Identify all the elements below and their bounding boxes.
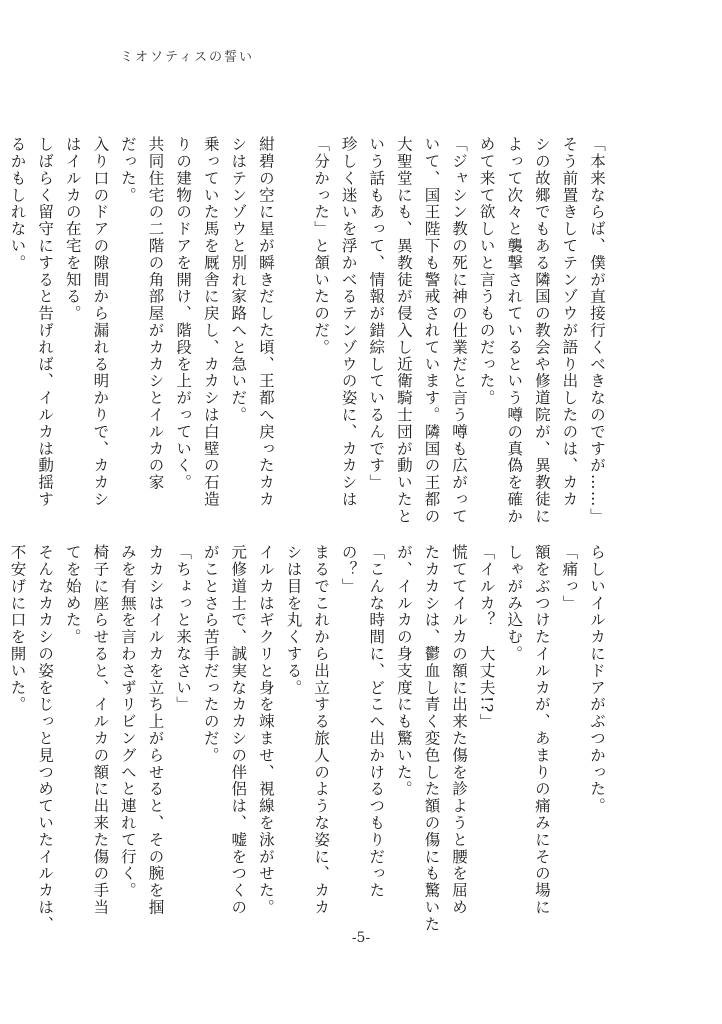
text-line: 共同住宅の二階の角部屋がカカシとイルカの家 (146, 136, 165, 491)
text-line: らしいイルカにドアがぶつかった。 (588, 544, 606, 815)
text-line: いて、国王陛下も警戒されています。隣国の王都の (422, 136, 441, 525)
text-line: 「こんな時間に、どこへ出かけるつもりだった (367, 544, 386, 899)
text-line: はイルカの在宅を知る。 (63, 136, 82, 322)
text-line (0, 544, 3, 914)
text-line: 元修道士で、誠実なカカシの伴侶は、嘘をつくの (229, 544, 248, 916)
text-line: 「ジャシン教の死に神の仕業だと言う噂も広がって (450, 136, 469, 525)
text-line: まるでこれから出立する旅人のような姿に、カカ (312, 544, 331, 916)
text-line: そんなカカシの姿をじっと見つめていたイルカは、 (36, 544, 55, 933)
text-line: の？」 (339, 544, 358, 595)
text-line (0, 136, 3, 506)
text-line: 乗っていた馬を厩舎に戻し、カカシは白壁の石造 (201, 136, 220, 508)
text-line: てを始めた。 (63, 544, 82, 646)
text-line: 慌ててイルカの額に出来た傷を診ようと腰を屈め (450, 544, 469, 916)
running-header: ミオソティスの誓い (120, 50, 254, 65)
text-line: 紺碧の空に星が瞬きだした頃、王都へ戻ったカカ (256, 136, 275, 508)
text-line: 「ちょっと来なさい」 (174, 544, 193, 713)
text-line: 額をぶつけたイルカが、あまりの痛みにその場に (532, 544, 551, 916)
text-line: 「本来ならば、僕が直接行くべきなのですが……」 (588, 136, 606, 525)
text-line: が、イルカの身支度にも驚いた。 (394, 544, 413, 798)
text-line: たカカシは、鬱血し青く変色した額の傷にも驚いた (422, 544, 441, 933)
text-line: 「痛っ」 (560, 544, 579, 612)
text-line: 「イルカ？ 大丈夫!?」 (477, 544, 496, 731)
text-line: みを有無を言わさずリビングへと連れて行く。 (118, 544, 137, 899)
text-line: よって次々と襲撃されているという噂の真偽を確か (505, 136, 524, 525)
text-line: るかもしれない。 (8, 136, 27, 272)
text-line (279, 136, 307, 506)
page-number: -5- (351, 930, 371, 946)
text-line: しばらく留守にすると告げれば、イルカは動揺す (36, 136, 55, 508)
text-line: 「分かった」と頷いたのだ。 (312, 136, 331, 356)
text-line: いう話もあって、情報が錯綜しているんです」 (367, 136, 386, 491)
text-line: シの故郷でもある隣国の教会や修道院が、異教徒に (532, 136, 551, 525)
text-line: カカシはイルカを立ち上がらせると、その腕を掴 (146, 544, 165, 916)
text-line: シはテンゾウと別れ家路へと急いだ。 (229, 136, 248, 424)
text-line: 不安げに口を開いた。 (8, 544, 27, 713)
text-line: 入り口のドアの隙間から漏れる明かりで、カカシ (91, 136, 110, 508)
text-block-bottom (0, 544, 610, 933)
text-line: 珍しく迷いを浮かべるテンゾウの姿に、カカシは (339, 136, 358, 508)
text-line: シは目を丸くする。 (284, 544, 303, 697)
text-line: 大聖堂にも、異教徒が侵入し近衛騎士団が動いたと (394, 136, 413, 525)
text-line: 椅子に座らせると、イルカの額に出来た傷の手当 (91, 544, 110, 916)
text-line: しゃがみ込む。 (505, 544, 524, 663)
text-line: だった。 (118, 136, 137, 204)
text-line: そう前置きしてテンゾウが語り出したのは、カカ (560, 136, 579, 508)
text-line: イルカはギクリと身を竦ませ、視線を泳がせた。 (256, 544, 275, 916)
text-block-top (0, 136, 610, 525)
text-line: がことさら苦手だったのだ。 (201, 544, 220, 764)
text-line: めて来て欲しいと言うものだった。 (477, 136, 496, 407)
text-line: りの建物のドアを開け、階段を上がっていく。 (174, 136, 193, 491)
